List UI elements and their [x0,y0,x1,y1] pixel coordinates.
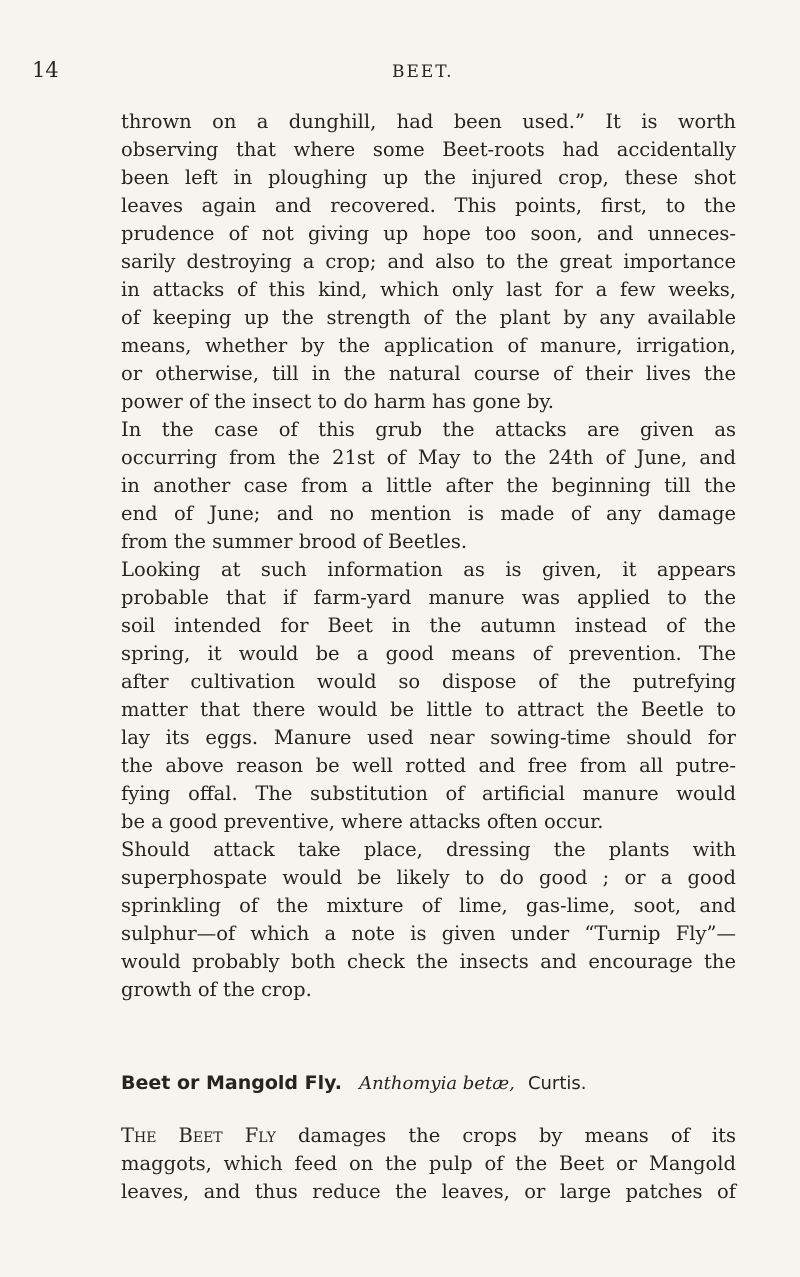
text-line: in attacks of this kind, which only last for a few weeks, [121,278,736,301]
text-line: fying offal. The substitution of artificial manure would [121,782,736,805]
text-line: maggots, which feed on the pulp of the Beet or Mangold [121,1152,736,1175]
text-line: the above reason be well rotted and free from all putre- [121,754,736,777]
text-line: superphospate would be likely to do good ; or a good [121,866,736,889]
body-text [121,108,736,1004]
text-line: thrown on a dunghill, had been used.” It is worth [121,110,736,133]
text-line: from the summer brood of Beetles. [121,530,468,553]
text-line: sulphur—of which a note is given under “Turnip Fly”— [121,922,736,945]
text-line: soil intended for Beet in the autumn instead of the [121,614,736,637]
text-line: prudence of not giving up hope too soon, and unneces- [121,222,736,245]
text-line: would probably both check the insects and encourage the [121,950,736,973]
author-name: Curtis. [527,1073,587,1094]
text-line: matter that there would be little to attract the Beetle to [121,698,736,721]
text-line: lay its eggs. Manure used near sowing-time should for [121,726,736,749]
text-line: means, whether by the application of manure, irrigation, [121,334,736,357]
section-heading [121,1068,736,1098]
running-head: BEET. [392,62,454,82]
page-header [32,58,762,88]
page-number: 14 [32,58,59,82]
text-line: power of the insect to do harm has gone by. [121,390,554,413]
text-line [121,1122,736,1150]
latin-name: Anthomyia betæ, [359,1073,515,1094]
smallcaps-term: The Beet Fly [121,1124,276,1147]
section-title: Beet or Mangold Fly. [121,1072,342,1094]
text-line: end of June; and no mention is made of any damage [121,502,736,525]
text-run: damages the crops by means of its [275,1124,736,1147]
final-paragraph [121,1122,736,1206]
text-line: Should attack take place, dressing the plants with [121,838,736,861]
text-line: In the case of this grub the attacks are given as [121,418,736,441]
text-line: growth of the crop. [121,978,312,1001]
text-line: observing that where some Beet-roots had accidentally [121,138,736,161]
text-line: sarily destroying a crop; and also to the great importance [121,250,736,273]
text-line: be a good preventive, where attacks often occur. [121,810,604,833]
text-line: Looking at such information as is given, it appears [121,558,736,581]
text-line: been left in ploughing up the injured crop, these shot [121,166,736,189]
text-line: in another case from a little after the beginning till the [121,474,736,497]
text-line: sprinkling of the mixture of lime, gas-lime, soot, and [121,894,736,917]
text-line: leaves, and thus reduce the leaves, or large patches of [121,1180,736,1203]
text-line: probable that if farm-yard manure was applied to the [121,586,736,609]
text-line: spring, it would be a good means of prevention. The [121,642,736,665]
text-line: or otherwise, till in the natural course of their lives the [121,362,736,385]
text-line: of keeping up the strength of the plant by any available [121,306,736,329]
text-line: leaves again and recovered. This points, first, to the [121,194,736,217]
text-line: after cultivation would so dispose of the putrefying [121,670,736,693]
text-line: occurring from the 21st of May to the 24th of June, and [121,446,736,469]
